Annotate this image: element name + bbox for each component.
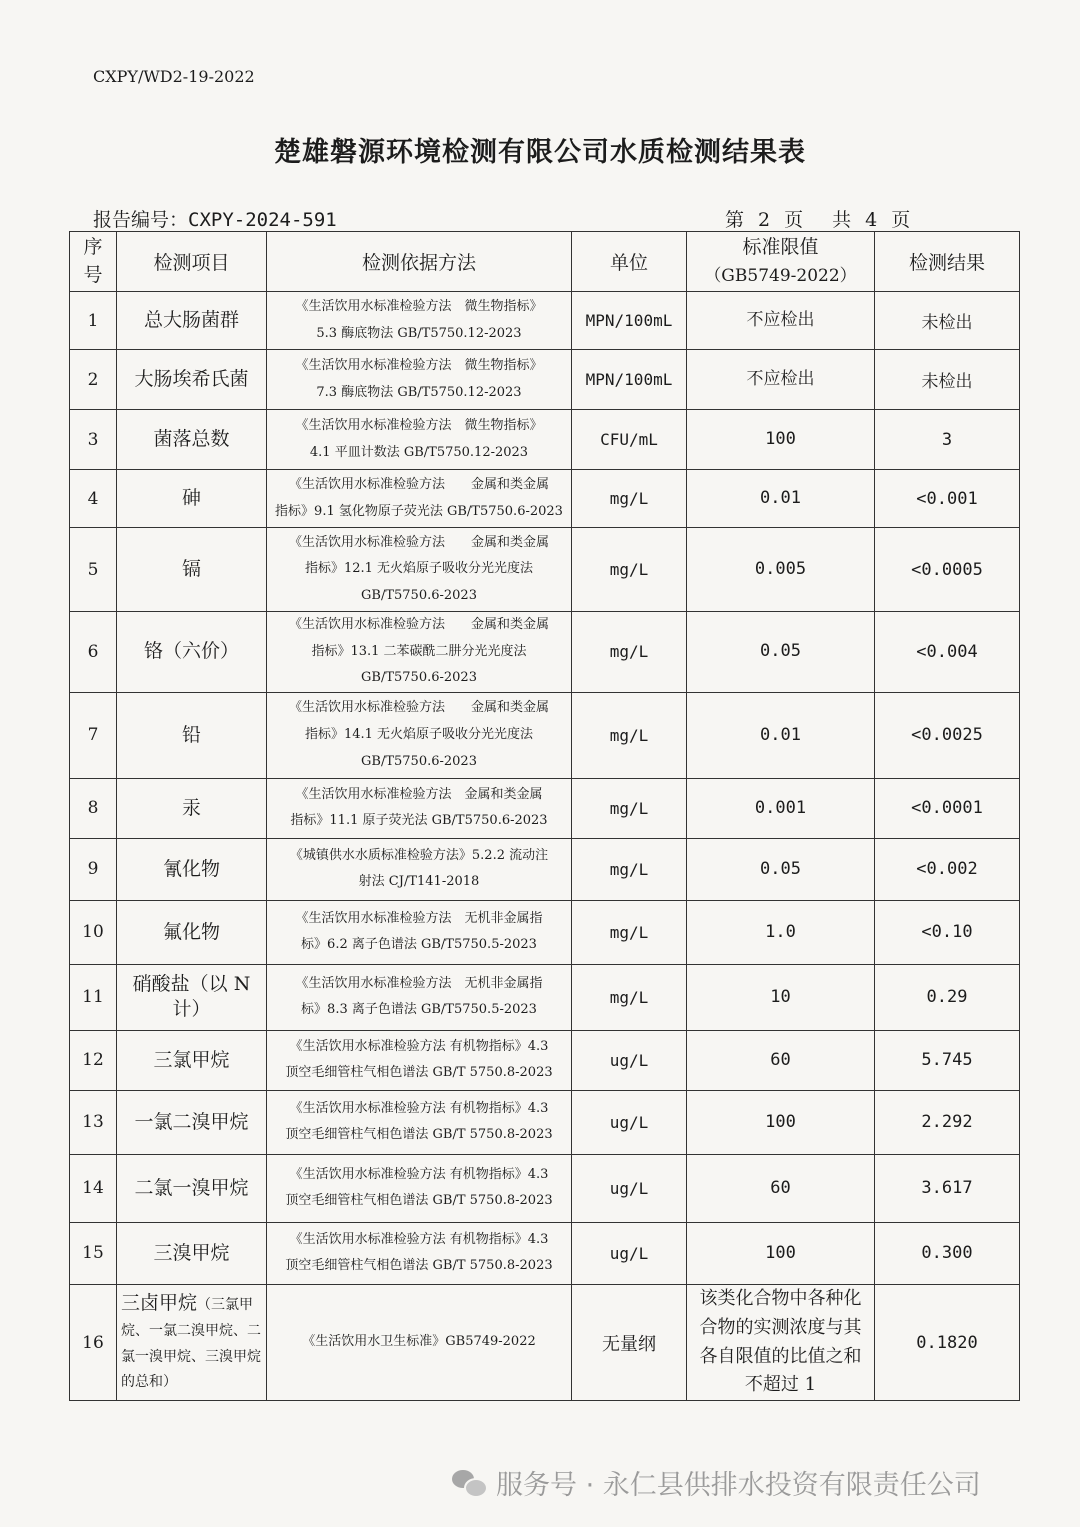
cell-result: <0.004 [875,612,1020,693]
cell-method [267,1222,572,1284]
cell-method [267,1090,572,1154]
cell-unit: CFU/mL [572,410,687,470]
item-note: （三氯甲烷、一氯二溴甲烷、二氯一溴甲烷、三溴甲烷的总和） [121,1297,261,1391]
header-limit: 标准限值 （GB5749-2022） [687,232,875,292]
cell-method [267,692,572,778]
method-line: 《生活饮用水标准检验方法 有机物指标》4.3 [289,1100,549,1116]
cell-unit: 无量纲 [572,1284,687,1400]
cell-method [267,292,572,350]
method-line: 射法 CJ/T141-2018 [358,874,480,890]
cell-limit: 0.005 [687,528,875,612]
cell-item: 砷 [117,470,267,528]
results-table [69,231,1020,1401]
cell-item: 菌落总数 [117,410,267,470]
cell-unit: mg/L [572,692,687,778]
method-line: 顶空毛细管柱气相色谱法 GB/T 5750.8-2023 [285,1065,553,1081]
cell-unit: ug/L [572,1030,687,1090]
cell-item: 三溴甲烷 [117,1222,267,1284]
cell-unit: ug/L [572,1090,687,1154]
method-line: 《生活饮用水标准检验方法 金属和类金属 [288,617,549,632]
cell-item: 三卤甲烷（三氯甲烷、一氯二溴甲烷、二氯一溴甲烷、三溴甲烷的总和） [117,1284,267,1400]
cell-item: 汞 [117,778,267,838]
table-header-row [70,232,1020,292]
cell-seq: 7 [70,692,117,778]
cell-seq: 12 [70,1030,117,1090]
method-line: GB/T5750.6-2023 [361,670,477,686]
cell-seq: 15 [70,1222,117,1284]
cell-limit: 该类化合物中各种化合物的实测浓度与其各自限值的比值之和不超过 1 [687,1284,875,1400]
method-line: 《城镇供水水质标准检验方法》5.2.2 流动注 [289,847,549,863]
cell-item: 铅 [117,692,267,778]
page-indicator: 第 2 页 共 4 页 [725,209,911,231]
cell-limit: 100 [687,410,875,470]
header-seq: 序 号 [70,232,117,292]
watermark-text: 服务号 · 永仁县供排水投资有限责任公司 [496,1470,981,1501]
method-line: 《生活饮用水标准检验方法 有机物指标》4.3 [289,1038,549,1054]
method-line: 《生活饮用水标准检验方法 金属和类金属 [288,700,549,716]
table-row [70,292,1020,350]
table-row [70,1154,1020,1222]
cell-seq: 3 [70,410,117,470]
cell-unit: mg/L [572,470,687,528]
table-row [70,692,1020,778]
cell-method [267,964,572,1030]
table-row [70,410,1020,470]
cell-seq: 11 [70,964,117,1030]
cell-seq: 16 [70,1284,117,1400]
cell-limit: 0.001 [687,778,875,838]
cell-method [267,778,572,838]
cell-method [267,528,572,612]
method-line: 《生活饮用水标准检验方法 金属和类金属 [288,476,549,492]
method-line: 指标》9.1 氢化物原子荧光法 GB/T5750.6-2023 [275,503,563,519]
cell-unit: MPN/100mL [572,292,687,350]
method-line: 指标》11.1 原子荧光法 GB/T5750.6-2023 [290,813,548,829]
method-line: 5.3 酶底物法 GB/T5750.12-2023 [316,325,522,341]
cell-result: <0.001 [875,470,1020,528]
cell-unit: mg/L [572,612,687,693]
cell-unit: mg/L [572,838,687,900]
method-line: 指标》13.1 二苯碳酰二肼分光光度法 [311,643,527,659]
method-line: 《生活饮用水标准检验方法 金属和类金属 [288,534,549,550]
method-line: 《生活饮用水标准检验方法 有机物指标》4.3 [289,1231,549,1247]
cell-unit: mg/L [572,964,687,1030]
method-line: 《生活饮用水卫生标准》GB5749-2022 [302,1334,536,1350]
method-line: GB/T5750.6-2023 [361,587,477,603]
table-row [70,778,1020,838]
table-row [70,1284,1020,1400]
cell-unit: ug/L [572,1222,687,1284]
table-row [70,1222,1020,1284]
cell-seq: 9 [70,838,117,900]
cell-limit: 60 [687,1154,875,1222]
table-row [70,612,1020,693]
cell-item: 氰化物 [117,838,267,900]
cell-result: 0.300 [875,1222,1020,1284]
cell-method [267,350,572,410]
cell-item: 镉 [117,528,267,612]
table-row [70,1090,1020,1154]
document-code: CXPY/WD2-19-2022 [93,67,255,86]
cell-item: 三氯甲烷 [117,1030,267,1090]
cell-result: <0.0001 [875,778,1020,838]
cell-method [267,410,572,470]
table-row [70,350,1020,410]
cell-seq: 14 [70,1154,117,1222]
cell-seq: 2 [70,350,117,410]
cell-seq: 1 [70,292,117,350]
cell-limit: 不应检出 [687,292,875,350]
header-item: 检测项目 [117,232,267,292]
cell-method [267,900,572,964]
method-line: 《生活饮用水标准检验方法 无机非金属指 [295,975,543,991]
cell-result: 未检出 [875,292,1020,350]
table-row [70,964,1020,1030]
method-line: 指标》12.1 无火焰原子吸收分光光度法 [304,561,534,577]
cell-item: 总大肠菌群 [117,292,267,350]
table-row [70,528,1020,612]
cell-limit: 0.05 [687,838,875,900]
method-line: 顶空毛细管柱气相色谱法 GB/T 5750.8-2023 [285,1127,553,1143]
cell-limit: 不应检出 [687,350,875,410]
table-row [70,838,1020,900]
cell-unit: mg/L [572,900,687,964]
table-body [70,292,1020,1401]
cell-result: <0.002 [875,838,1020,900]
cell-result: 3.617 [875,1154,1020,1222]
header-result: 检测结果 [875,232,1020,292]
cell-seq: 6 [70,612,117,693]
method-line: 标》8.3 离子色谱法 GB/T5750.5-2023 [301,1002,537,1018]
cell-item: 铬（六价） [117,612,267,693]
watermark [452,1463,981,1502]
cell-limit: 0.01 [687,470,875,528]
cell-limit: 100 [687,1090,875,1154]
cell-item: 大肠埃希氏菌 [117,350,267,410]
cell-seq: 8 [70,778,117,838]
table-row [70,1030,1020,1090]
method-line: 指标》14.1 无火焰原子吸收分光光度法 [304,727,534,743]
method-line: 《生活饮用水标准检验方法 微生物指标》 [295,357,543,373]
cell-limit: 0.05 [687,612,875,693]
cell-method [267,470,572,528]
cell-item: 氟化物 [117,900,267,964]
cell-seq: 13 [70,1090,117,1154]
cell-method [267,612,572,693]
cell-unit: mg/L [572,778,687,838]
cell-limit: 0.01 [687,692,875,778]
cell-unit: ug/L [572,1154,687,1222]
method-line: 《生活饮用水标准检验方法 无机非金属指 [295,910,543,926]
cell-result: 未检出 [875,350,1020,410]
cell-limit: 100 [687,1222,875,1284]
method-line: GB/T5750.6-2023 [361,753,477,769]
cell-result: <0.0025 [875,692,1020,778]
report-number: 报告编号：CXPY-2024-591 [93,209,337,231]
cell-result: 2.292 [875,1090,1020,1154]
cell-seq: 4 [70,470,117,528]
method-line: 4.1 平皿计数法 GB/T5750.12-2023 [309,444,529,460]
table-row [70,900,1020,964]
table-row [70,470,1020,528]
cell-method [267,1284,572,1400]
method-line: 《生活饮用水标准检验方法 金属和类金属 [295,786,543,802]
method-line: 7.3 酶底物法 GB/T5750.12-2023 [316,384,522,400]
cell-unit: MPN/100mL [572,350,687,410]
cell-item: 硝酸盐（以 N 计） [117,964,267,1030]
method-line: 顶空毛细管柱气相色谱法 GB/T 5750.8-2023 [285,1193,553,1209]
cell-item: 一氯二溴甲烷 [117,1090,267,1154]
cell-limit: 60 [687,1030,875,1090]
method-line: 《生活饮用水标准检验方法 微生物指标》 [295,417,543,433]
cell-unit: mg/L [572,528,687,612]
header-method: 检测依据方法 [267,232,572,292]
method-line: 标》6.2 离子色谱法 GB/T5750.5-2023 [301,937,537,953]
cell-result: 0.29 [875,964,1020,1030]
wechat-icon [452,1468,488,1498]
cell-seq: 5 [70,528,117,612]
cell-method [267,838,572,900]
cell-result: 5.745 [875,1030,1020,1090]
header-unit: 单位 [572,232,687,292]
cell-result: 3 [875,410,1020,470]
cell-method [267,1030,572,1090]
cell-method [267,1154,572,1222]
cell-seq: 10 [70,900,117,964]
cell-limit: 1.0 [687,900,875,964]
document-title: 楚雄磐源环境检测有限公司水质检测结果表 [274,137,806,168]
cell-result: 0.1820 [875,1284,1020,1400]
cell-item: 二氯一溴甲烷 [117,1154,267,1222]
method-line: 顶空毛细管柱气相色谱法 GB/T 5750.8-2023 [285,1258,553,1274]
cell-result: <0.10 [875,900,1020,964]
method-line: 《生活饮用水标准检验方法 有机物指标》4.3 [289,1166,549,1182]
cell-limit: 10 [687,964,875,1030]
cell-result: <0.0005 [875,528,1020,612]
method-line: 《生活饮用水标准检验方法 微生物指标》 [295,298,543,314]
